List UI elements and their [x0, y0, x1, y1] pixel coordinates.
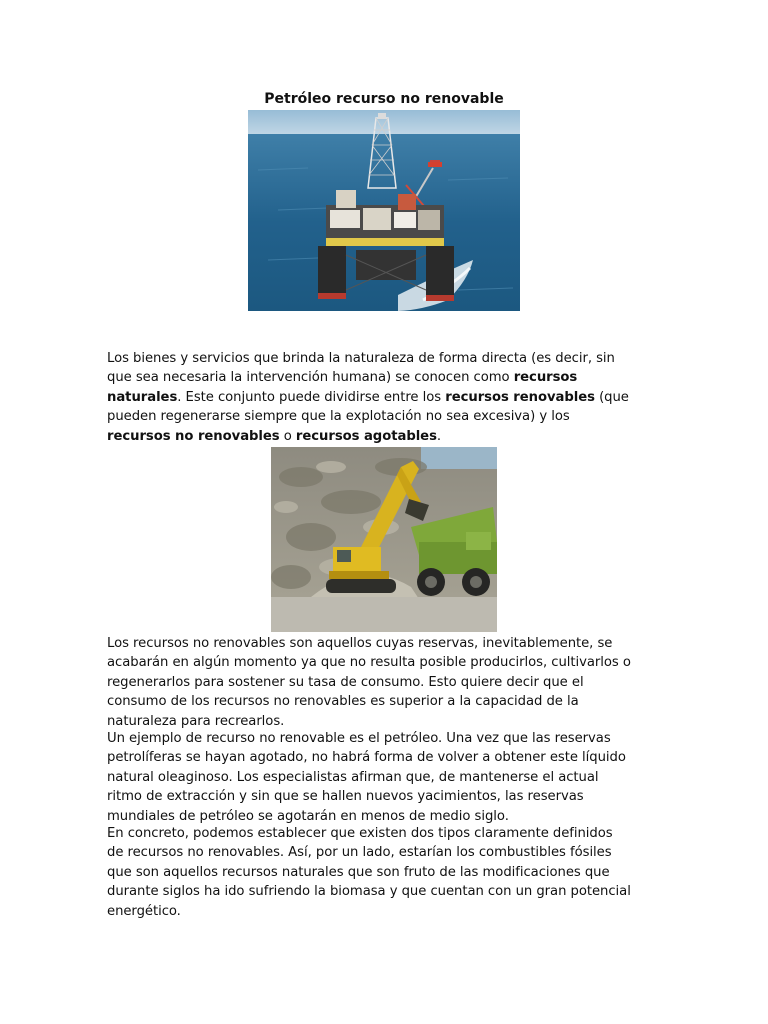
bold-term: naturales — [107, 389, 178, 405]
paragraph-definition — [107, 634, 667, 731]
text-line: energético. — [107, 903, 181, 919]
text-line: ritmo de extracción y sin que se hallen nuevos yacimientos, las reservas — [107, 789, 584, 805]
mining-excavator-image — [271, 447, 497, 632]
text-line: durante siglos ha ido sufriendo la biomasa y que cuentan con un gran potencial — [107, 884, 631, 900]
paragraph-petroleum-example — [107, 729, 667, 826]
bold-term: recursos renovables — [445, 389, 595, 405]
text-line: naturaleza para recrearlos. — [107, 713, 285, 729]
text-line: pueden regenerarse siempre que la explotación no sea excesiva) y los — [107, 409, 570, 425]
text-line: natural oleaginoso. Los especialistas afirman que, de mantenerse el actual — [107, 769, 599, 785]
text-line: mundiales de petróleo se agotarán en menos de medio siglo. — [107, 808, 509, 824]
text-line: que son aquellos recursos naturales que son fruto de las modificaciones que — [107, 864, 610, 880]
text-line: acabarán en algún momento ya que no resulta posible producirlos, cultivarlos o — [107, 655, 631, 671]
text-line: consumo de los recursos no renovables es superior a la capacidad de la — [107, 694, 579, 710]
page-title: Petróleo recurso no renovable — [264, 91, 504, 107]
text-line: petrolíferas se hayan agotado, no habrá forma de volver a obtener este líquido — [107, 750, 626, 766]
bold-term: recursos — [513, 370, 578, 386]
text-line: naturales. Este conjunto puede dividirse entre los recursos renovables (que — [107, 389, 629, 405]
paragraph-fossil-fuels — [107, 824, 667, 921]
text-line: Los bienes y servicios que brinda la naturaleza de forma directa (es decir, sin — [107, 351, 615, 366]
text-line: regenerarlos para sostener su tasa de consumo. Esto quiere decir que el — [107, 674, 584, 690]
text-line: que sea necesaria la intervención humana) se conocen como recursos — [107, 370, 578, 386]
oil-platform-image — [248, 110, 520, 311]
bold-term: recursos agotables — [295, 428, 437, 444]
text-line: recursos no renovables o recursos agotables. — [107, 428, 442, 444]
paragraph-intro — [107, 349, 667, 446]
text-line: de recursos no renovables. Así, por un lado, estarían los combustibles fósiles — [107, 845, 612, 861]
text-line: En concreto, podemos establecer que existen dos tipos claramente definidos — [107, 826, 613, 841]
text-line: Un ejemplo de recurso no renovable es el petróleo. Una vez que las reservas — [107, 731, 611, 746]
bold-term: recursos no renovables — [107, 428, 280, 444]
text-line: Los recursos no renovables son aquellos cuyas reservas, inevitablemente, se — [107, 636, 613, 651]
